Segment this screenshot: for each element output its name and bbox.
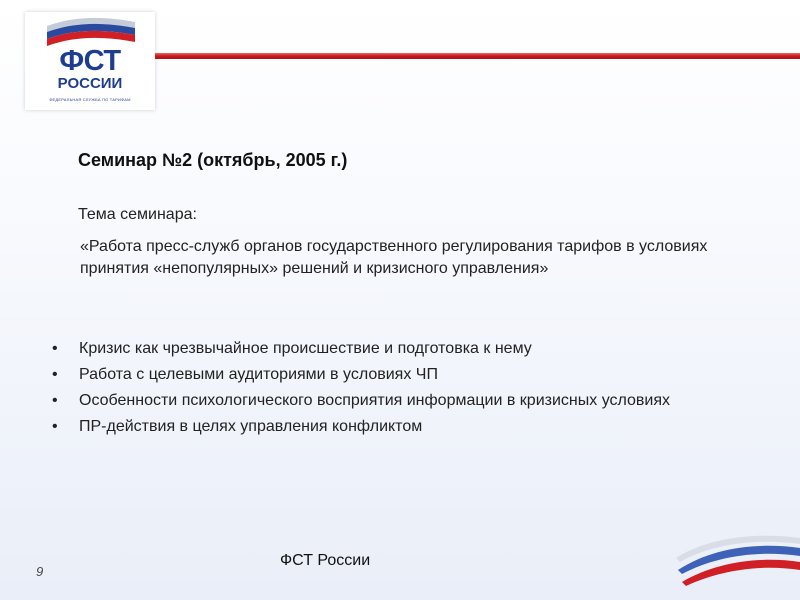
bullet-item bbox=[50, 416, 740, 438]
bullet-item bbox=[50, 390, 740, 412]
bullet-text: ПР-действия в целях управления конфликтом bbox=[79, 418, 423, 435]
bullet-item bbox=[50, 338, 740, 360]
bullet-icon: • bbox=[52, 392, 58, 409]
bullet-list bbox=[50, 338, 740, 442]
header-red-line bbox=[155, 53, 800, 59]
bullet-icon: • bbox=[52, 366, 58, 383]
bullet-item bbox=[50, 364, 740, 386]
logo-country: РОССИИ bbox=[57, 75, 123, 92]
bullet-text: Работа с целевыми аудиториями в условиях ЧП bbox=[79, 366, 438, 383]
fst-logo bbox=[25, 12, 155, 110]
swoosh-decoration-icon bbox=[668, 508, 800, 600]
slide-title: Семинар №2 (октябрь, 2005 г.) bbox=[78, 150, 348, 170]
bullet-icon: • bbox=[52, 418, 58, 435]
logo-abbreviation: ФСТ bbox=[59, 45, 121, 77]
footer-text: ФСТ России bbox=[280, 552, 371, 569]
topic-label: Тема семинара: bbox=[78, 206, 197, 223]
logo-subtitle: ФЕДЕРАЛЬНАЯ СЛУЖБА ПО ТАРИФАМ bbox=[49, 97, 131, 102]
bullet-text: Кризис как чрезвычайное происшествие и подготовка к нему bbox=[79, 340, 532, 357]
page-number: 9 bbox=[36, 564, 44, 579]
bullet-icon: • bbox=[52, 340, 58, 357]
topic-text: «Работа пресс-служб органов государственного регулирования тарифов в условиях принятия «непопулярных» решений и кризисного управления» bbox=[80, 238, 708, 277]
bullet-text: Особенности психологического восприятия информации в кризисных условиях bbox=[79, 392, 671, 409]
